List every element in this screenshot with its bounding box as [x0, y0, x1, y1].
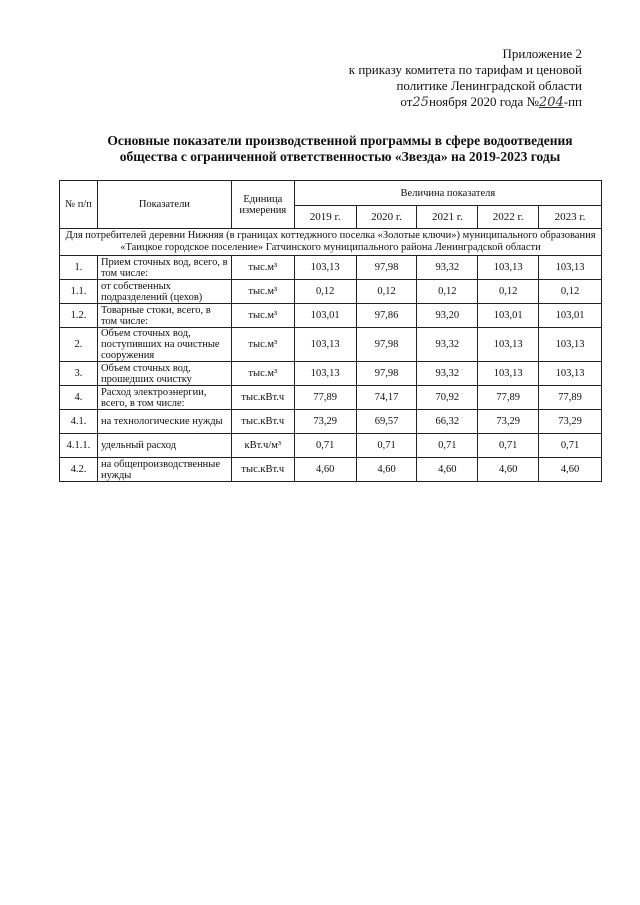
- table-row: [60, 458, 602, 482]
- unit-cell: тыс.кВт.ч: [231, 458, 294, 482]
- header-value: Величина показателя: [294, 181, 601, 206]
- value-cell: 103,01: [539, 304, 602, 328]
- row-number: 4.1.1.: [60, 434, 98, 458]
- indicator-name: Товарные стоки, всего, в том числе:: [97, 304, 231, 328]
- value-cell: 103,13: [539, 256, 602, 280]
- unit-cell: тыс.м³: [231, 362, 294, 386]
- header-year: 2022 г.: [478, 206, 539, 229]
- appendix-label: Приложение 2: [502, 46, 582, 61]
- value-cell: 69,57: [356, 410, 417, 434]
- indicator-name: Расход электроэнергии, всего, в том числе:: [97, 386, 231, 410]
- value-cell: 103,13: [478, 328, 539, 362]
- value-cell: 4,60: [294, 458, 356, 482]
- value-cell: 73,29: [294, 410, 356, 434]
- indicator-name: Объем сточных вод, прошедших очистку: [97, 362, 231, 386]
- value-cell: 0,71: [478, 434, 539, 458]
- value-cell: 93,32: [417, 256, 478, 280]
- value-cell: 4,60: [356, 458, 417, 482]
- value-cell: 77,89: [294, 386, 356, 410]
- order-date-line: от25ноября 2020 года №204-пп: [400, 94, 582, 110]
- value-cell: 103,13: [478, 256, 539, 280]
- value-cell: 103,13: [294, 328, 356, 362]
- order-line: к приказу комитета по тарифам и ценовой: [348, 62, 582, 77]
- unit-cell: тыс.м³: [231, 280, 294, 304]
- value-cell: 0,71: [356, 434, 417, 458]
- header-year: 2019 г.: [294, 206, 356, 229]
- row-number: 3.: [60, 362, 98, 386]
- table-row: [60, 434, 602, 458]
- value-cell: 4,60: [417, 458, 478, 482]
- value-cell: 0,71: [294, 434, 356, 458]
- value-cell: 4,60: [539, 458, 602, 482]
- header-year: 2020 г.: [356, 206, 417, 229]
- indicator-name: Прием сточных вод, всего, в том числе:: [97, 256, 231, 280]
- value-cell: 93,32: [417, 328, 478, 362]
- value-cell: 103,13: [539, 328, 602, 362]
- value-cell: 103,01: [478, 304, 539, 328]
- row-number: 1.2.: [60, 304, 98, 328]
- handwritten-number: 204: [538, 95, 564, 110]
- table-row: [60, 328, 602, 362]
- row-number: 4.: [60, 386, 98, 410]
- value-cell: 77,89: [478, 386, 539, 410]
- consumer-group-row: Для потребителей деревни Нижняя (в границах коттеджного поселка «Золотые ключи») муниципального образования «Таицкое городское поселение» Гатчинского муниципального района Ленинградской области: [60, 229, 602, 256]
- row-number: 4.2.: [60, 458, 98, 482]
- value-cell: 0,12: [417, 280, 478, 304]
- unit-cell: тыс.м³: [231, 256, 294, 280]
- value-cell: 97,98: [356, 328, 417, 362]
- header-unit: Единица измерения: [231, 181, 294, 229]
- unit-cell: тыс.кВт.ч: [231, 410, 294, 434]
- value-cell: 103,01: [294, 304, 356, 328]
- indicator-name: от собственных подразделений (цехов): [97, 280, 231, 304]
- value-cell: 93,32: [417, 362, 478, 386]
- header-indicator: Показатели: [97, 181, 231, 229]
- unit-cell: тыс.м³: [231, 328, 294, 362]
- value-cell: 97,98: [356, 256, 417, 280]
- indicator-name: на общепроизводственные нужды: [97, 458, 231, 482]
- header-year: 2023 г.: [539, 206, 602, 229]
- header-num: № п/п: [60, 181, 98, 229]
- handwritten-day: 25: [412, 95, 429, 110]
- order-line-committee: политике Ленинградской области: [396, 78, 582, 93]
- indicator-name: на технологические нужды: [97, 410, 231, 434]
- table-row: [60, 386, 602, 410]
- value-cell: 73,29: [478, 410, 539, 434]
- value-cell: 4,60: [478, 458, 539, 482]
- value-cell: 93,20: [417, 304, 478, 328]
- value-cell: 97,86: [356, 304, 417, 328]
- value-cell: 0,12: [478, 280, 539, 304]
- value-cell: 0,12: [539, 280, 602, 304]
- value-cell: 0,71: [539, 434, 602, 458]
- unit-cell: кВт.ч/м³: [231, 434, 294, 458]
- document-header: [322, 46, 582, 111]
- row-number: 4.1.: [60, 410, 98, 434]
- row-number: 1.: [60, 256, 98, 280]
- value-cell: 73,29: [539, 410, 602, 434]
- value-cell: 74,17: [356, 386, 417, 410]
- value-cell: 97,98: [356, 362, 417, 386]
- indicator-name: удельный расход: [97, 434, 231, 458]
- value-cell: 77,89: [539, 386, 602, 410]
- value-cell: 66,32: [417, 410, 478, 434]
- row-number: 2.: [60, 328, 98, 362]
- value-cell: 103,13: [478, 362, 539, 386]
- table-row: [60, 410, 602, 434]
- value-cell: 103,13: [539, 362, 602, 386]
- unit-cell: тыс.кВт.ч: [231, 386, 294, 410]
- table-row: [60, 256, 602, 280]
- table-row: [60, 280, 602, 304]
- indicator-name: Объем сточных вод, поступивших на очистные сооружения: [97, 328, 231, 362]
- value-cell: 0,12: [356, 280, 417, 304]
- value-cell: 0,71: [417, 434, 478, 458]
- table-row: [60, 362, 602, 386]
- document-title: Основные показатели производственной программы в сфере водоотведения общества с ограниченной ответственностью «Звезда» на 2019-2023 годы: [107, 133, 573, 164]
- indicators-table: [59, 180, 602, 482]
- value-cell: 0,12: [294, 280, 356, 304]
- header-year: 2021 г.: [417, 206, 478, 229]
- value-cell: 103,13: [294, 362, 356, 386]
- row-number: 1.1.: [60, 280, 98, 304]
- unit-cell: тыс.м³: [231, 304, 294, 328]
- value-cell: 70,92: [417, 386, 478, 410]
- value-cell: 103,13: [294, 256, 356, 280]
- table-row: [60, 304, 602, 328]
